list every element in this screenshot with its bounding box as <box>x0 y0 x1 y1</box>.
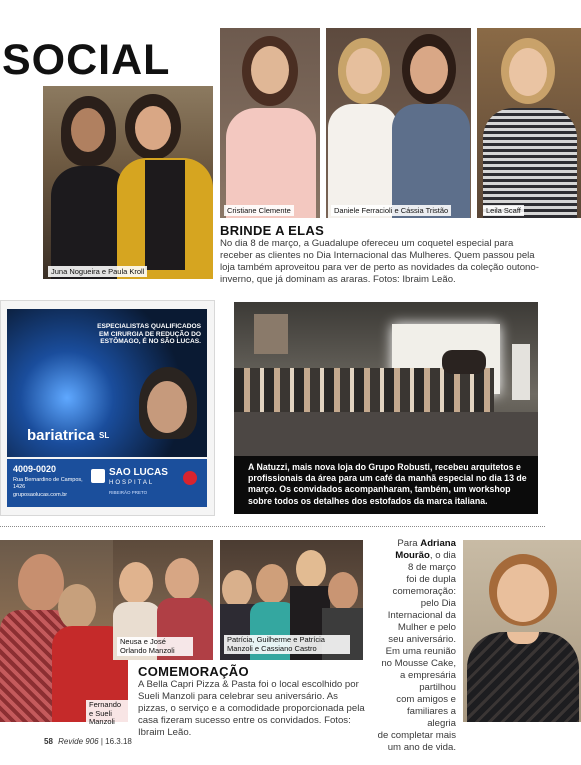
ad-brand-mark: SL <box>99 431 110 440</box>
issue-date: 16.3.18 <box>105 737 132 746</box>
section-title: SOCIAL <box>2 36 171 84</box>
adriana-line: a empresária <box>400 670 456 681</box>
adriana-line: partilhou <box>419 682 456 693</box>
adriana-line: Para Adriana Mourão, o dia <box>395 538 456 561</box>
adriana-line: pelo Dia <box>420 598 456 609</box>
section-divider <box>0 526 545 527</box>
natuzzi-caption-box <box>234 456 538 514</box>
advertisement[interactable] <box>0 300 215 516</box>
adriana-line: foi de dupla <box>406 574 456 585</box>
page-footer <box>44 737 132 746</box>
adriana-name: Adriana Mourão <box>395 538 456 561</box>
photo-natuzzi <box>234 302 538 456</box>
adriana-line: com amigos e <box>396 694 456 705</box>
ad-website: gruposaolucas.com.br <box>13 492 68 498</box>
adriana-line: de completar mais <box>377 730 456 741</box>
photo-juna-paula <box>43 86 213 279</box>
adriana-line: seu aniversário. <box>388 634 456 645</box>
ad-footer-band <box>7 459 207 507</box>
adriana-line: 8 de março <box>408 562 456 573</box>
photo-fernando-sueli <box>0 540 128 722</box>
adriana-text <box>376 538 456 754</box>
magazine-issue: Revide 906 <box>58 737 99 746</box>
ad-visual <box>7 309 207 457</box>
brinde-heading: BRINDE A ELAS <box>220 223 325 238</box>
photo-leila <box>477 28 581 218</box>
caption-fernando-sueli: Fernando e Sueli Manzoli <box>86 700 128 728</box>
footer-separator: | <box>100 737 106 746</box>
adriana-line: um ano de vida. <box>387 742 456 753</box>
ad-brand-logo: bariatrica <box>27 427 95 444</box>
caption-neusa-jose: Neusa e José Orlando Manzoli <box>117 637 193 656</box>
photo-daniele-cassia <box>326 28 471 218</box>
hospital-logo-icon <box>91 469 105 483</box>
natuzzi-caption: A Natuzzi, mais nova loja do Grupo Robusti, recebeu arquitetos e profissionais da área para um café da manhã especial no dia 13 de março. Os convidados acompanharam, também, um workshop sobre todos os detalhes dos estofados da marca italiana. <box>248 462 527 506</box>
ad-hospital-sub: HOSPITAL <box>109 480 155 486</box>
photo-cristiane <box>220 28 320 218</box>
ad-tagline: ESPECIALISTAS QUALIFICADOS EM CIRURGIA DE REDUÇÃO DO ESTÔMAGO, É NO SÃO LUCAS. <box>97 323 201 346</box>
adriana-line: Em uma reunião <box>385 646 456 657</box>
ad-hospital-name: SAO LUCAS <box>109 467 168 478</box>
adriana-line: familiares a alegria <box>406 706 456 729</box>
adriana-line: Mulher e pelo <box>397 622 456 633</box>
adriana-line: no Mousse Cake, <box>381 658 456 669</box>
page-number: 58 <box>44 737 53 746</box>
caption-daniele-cassia: Daniele Ferracioli e Cássia Tristão <box>331 205 451 216</box>
comemoracao-body: A Bella Capri Pizza & Pasta foi o local escolhido por Sueli Manzoli para celebrar seu aniversário. As pizzas, o serviço e a comodidade proporcionada pela casa fizeram sucesso entre os convidados. Fotos: Ibraim Leão. <box>138 679 365 738</box>
heart-icon <box>183 471 197 485</box>
photo-adriana <box>463 540 581 722</box>
adriana-line: Internacional da <box>387 610 456 621</box>
caption-leila: Leila Scaff <box>483 205 524 216</box>
caption-juna-paula: Juna Nogueira e Paula Kroll <box>48 266 147 277</box>
caption-patricia-group: Patrícia, Guilherme e Patrícia Manzoli e Cassiano Castro <box>224 635 350 654</box>
ad-hospital-city: RIBEIRÃO PRETO <box>109 490 148 495</box>
comemoracao-heading: COMEMORAÇÃO <box>138 664 249 679</box>
adriana-line: comemoração: <box>392 586 456 597</box>
ad-phone: 4009-0020 <box>13 464 57 474</box>
ad-address: Rua Bernardino de Campos, 1426 <box>13 477 83 490</box>
brinde-body: No dia 8 de março, a Guadalupe ofereceu um coquetel especial para receber as clientes no Dia Internacional das Mulheres. Quem passou pela loja também aproveitou para ver de perto as novidades da coleção outono-inverno, que já dominam as araras. Fotos: Ibraim Leão. <box>220 238 539 285</box>
caption-cristiane: Cristiane Clemente <box>224 205 294 216</box>
